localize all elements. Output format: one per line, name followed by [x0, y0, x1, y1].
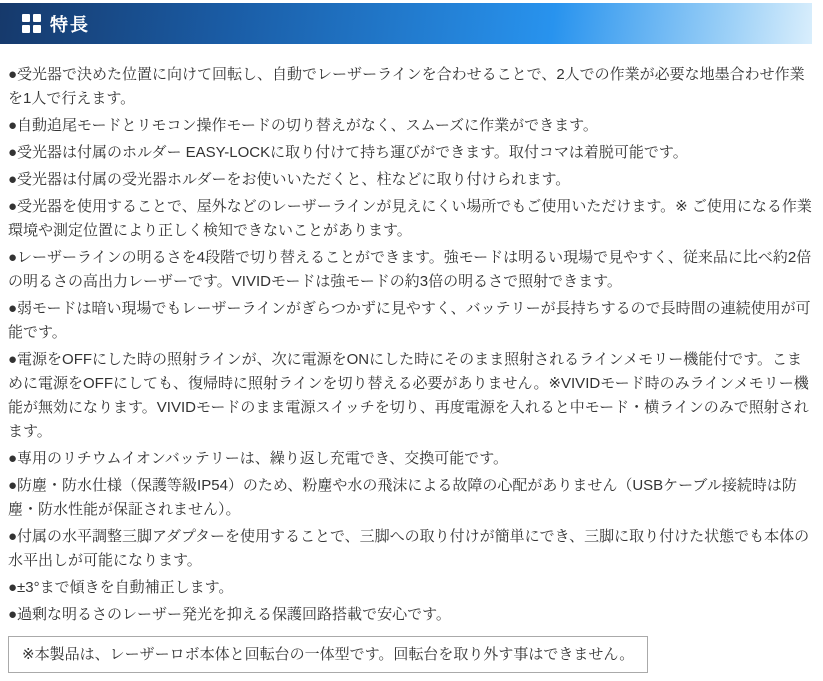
feature-item: ●防塵・防水仕様（保護等級IP54）のため、粉塵や水の飛沫による故障の心配がありません（USBケーブル接続時は防塵・防水性能が保証されません）。 — [8, 477, 797, 518]
feature-item: ●受光器を使用することで、屋外などのレーザーラインが見えにくい場所でもご使用いただけます。※ ご使用になる作業環境や測定位置により正しく検知できないことがあります。 — [8, 198, 812, 239]
feature-list — [0, 44, 823, 681]
feature-item: ●受光器は付属の受光器ホルダーをお使いいただくと、柱などに取り付けられます。 — [8, 171, 571, 188]
feature-item: ●受光器は付属のホルダー EASY-LOCKに取り付けて持ち運びができます。取付コマは着脱可能です。 — [8, 144, 688, 161]
feature-item: ●過剰な明るさのレーザー発光を抑える保護回路搭載で安心です。 — [8, 606, 451, 623]
note-box: ※本製品は、レーザーロボ本体と回転台の一体型です。回転台を取り外す事はできません。 — [8, 636, 648, 673]
feature-item: ●弱モードは暗い現場でもレーザーラインがぎらつかずに見やすく、バッテリーが長持ちするので長時間の連続使用が可能です。 — [8, 300, 811, 341]
grid-icon — [22, 14, 41, 33]
grid-icon-square — [22, 25, 30, 33]
feature-item: ●±3°まで傾きを自動補正します。 — [8, 579, 234, 596]
feature-item: ●レーザーラインの明るさを4段階で切り替えることができます。強モードは明るい現場で見やすく、従来品に比べ約2倍の明るさの高出力レーザーです。VIVIDモードは強モードの約3倍の明るさで照射できます。 — [8, 249, 812, 290]
feature-item: ●電源をOFFにした時の照射ラインが、次に電源をONにした時にそのまま照射されるラインメモリー機能付です。こまめに電源をOFFにしても、復帰時に照射ラインを切り替える必要がありません。※VIVIDモード時のみラインメモリー機能が無効になります。VIVIDモードのまま電源スイッチを切り、再度電源を入れると中モード・横ラインのみで照射されます。 — [8, 351, 809, 440]
section-header-bar — [0, 3, 812, 44]
feature-item: ●専用のリチウムイオンバッテリーは、繰り返し充電でき、交換可能です。 — [8, 450, 509, 467]
grid-icon-square — [22, 14, 30, 22]
feature-item: ●自動追尾モードとリモコン操作モードの切り替えがなく、スムーズに作業ができます。 — [8, 117, 598, 134]
feature-item: ●付属の水平調整三脚アダプターを使用することで、三脚への取り付けが簡単にでき、三脚に取り付けた状態でも本体の水平出しが可能になります。 — [8, 528, 810, 569]
feature-item: ●受光器で決めた位置に向けて回転し、自動でレーザーラインを合わせることで、2人での作業が必要な地墨合わせ作業を1人で行えます。 — [8, 66, 805, 107]
section-title: 特長 — [50, 14, 90, 35]
grid-icon-square — [33, 25, 41, 33]
grid-icon-square — [33, 14, 41, 22]
